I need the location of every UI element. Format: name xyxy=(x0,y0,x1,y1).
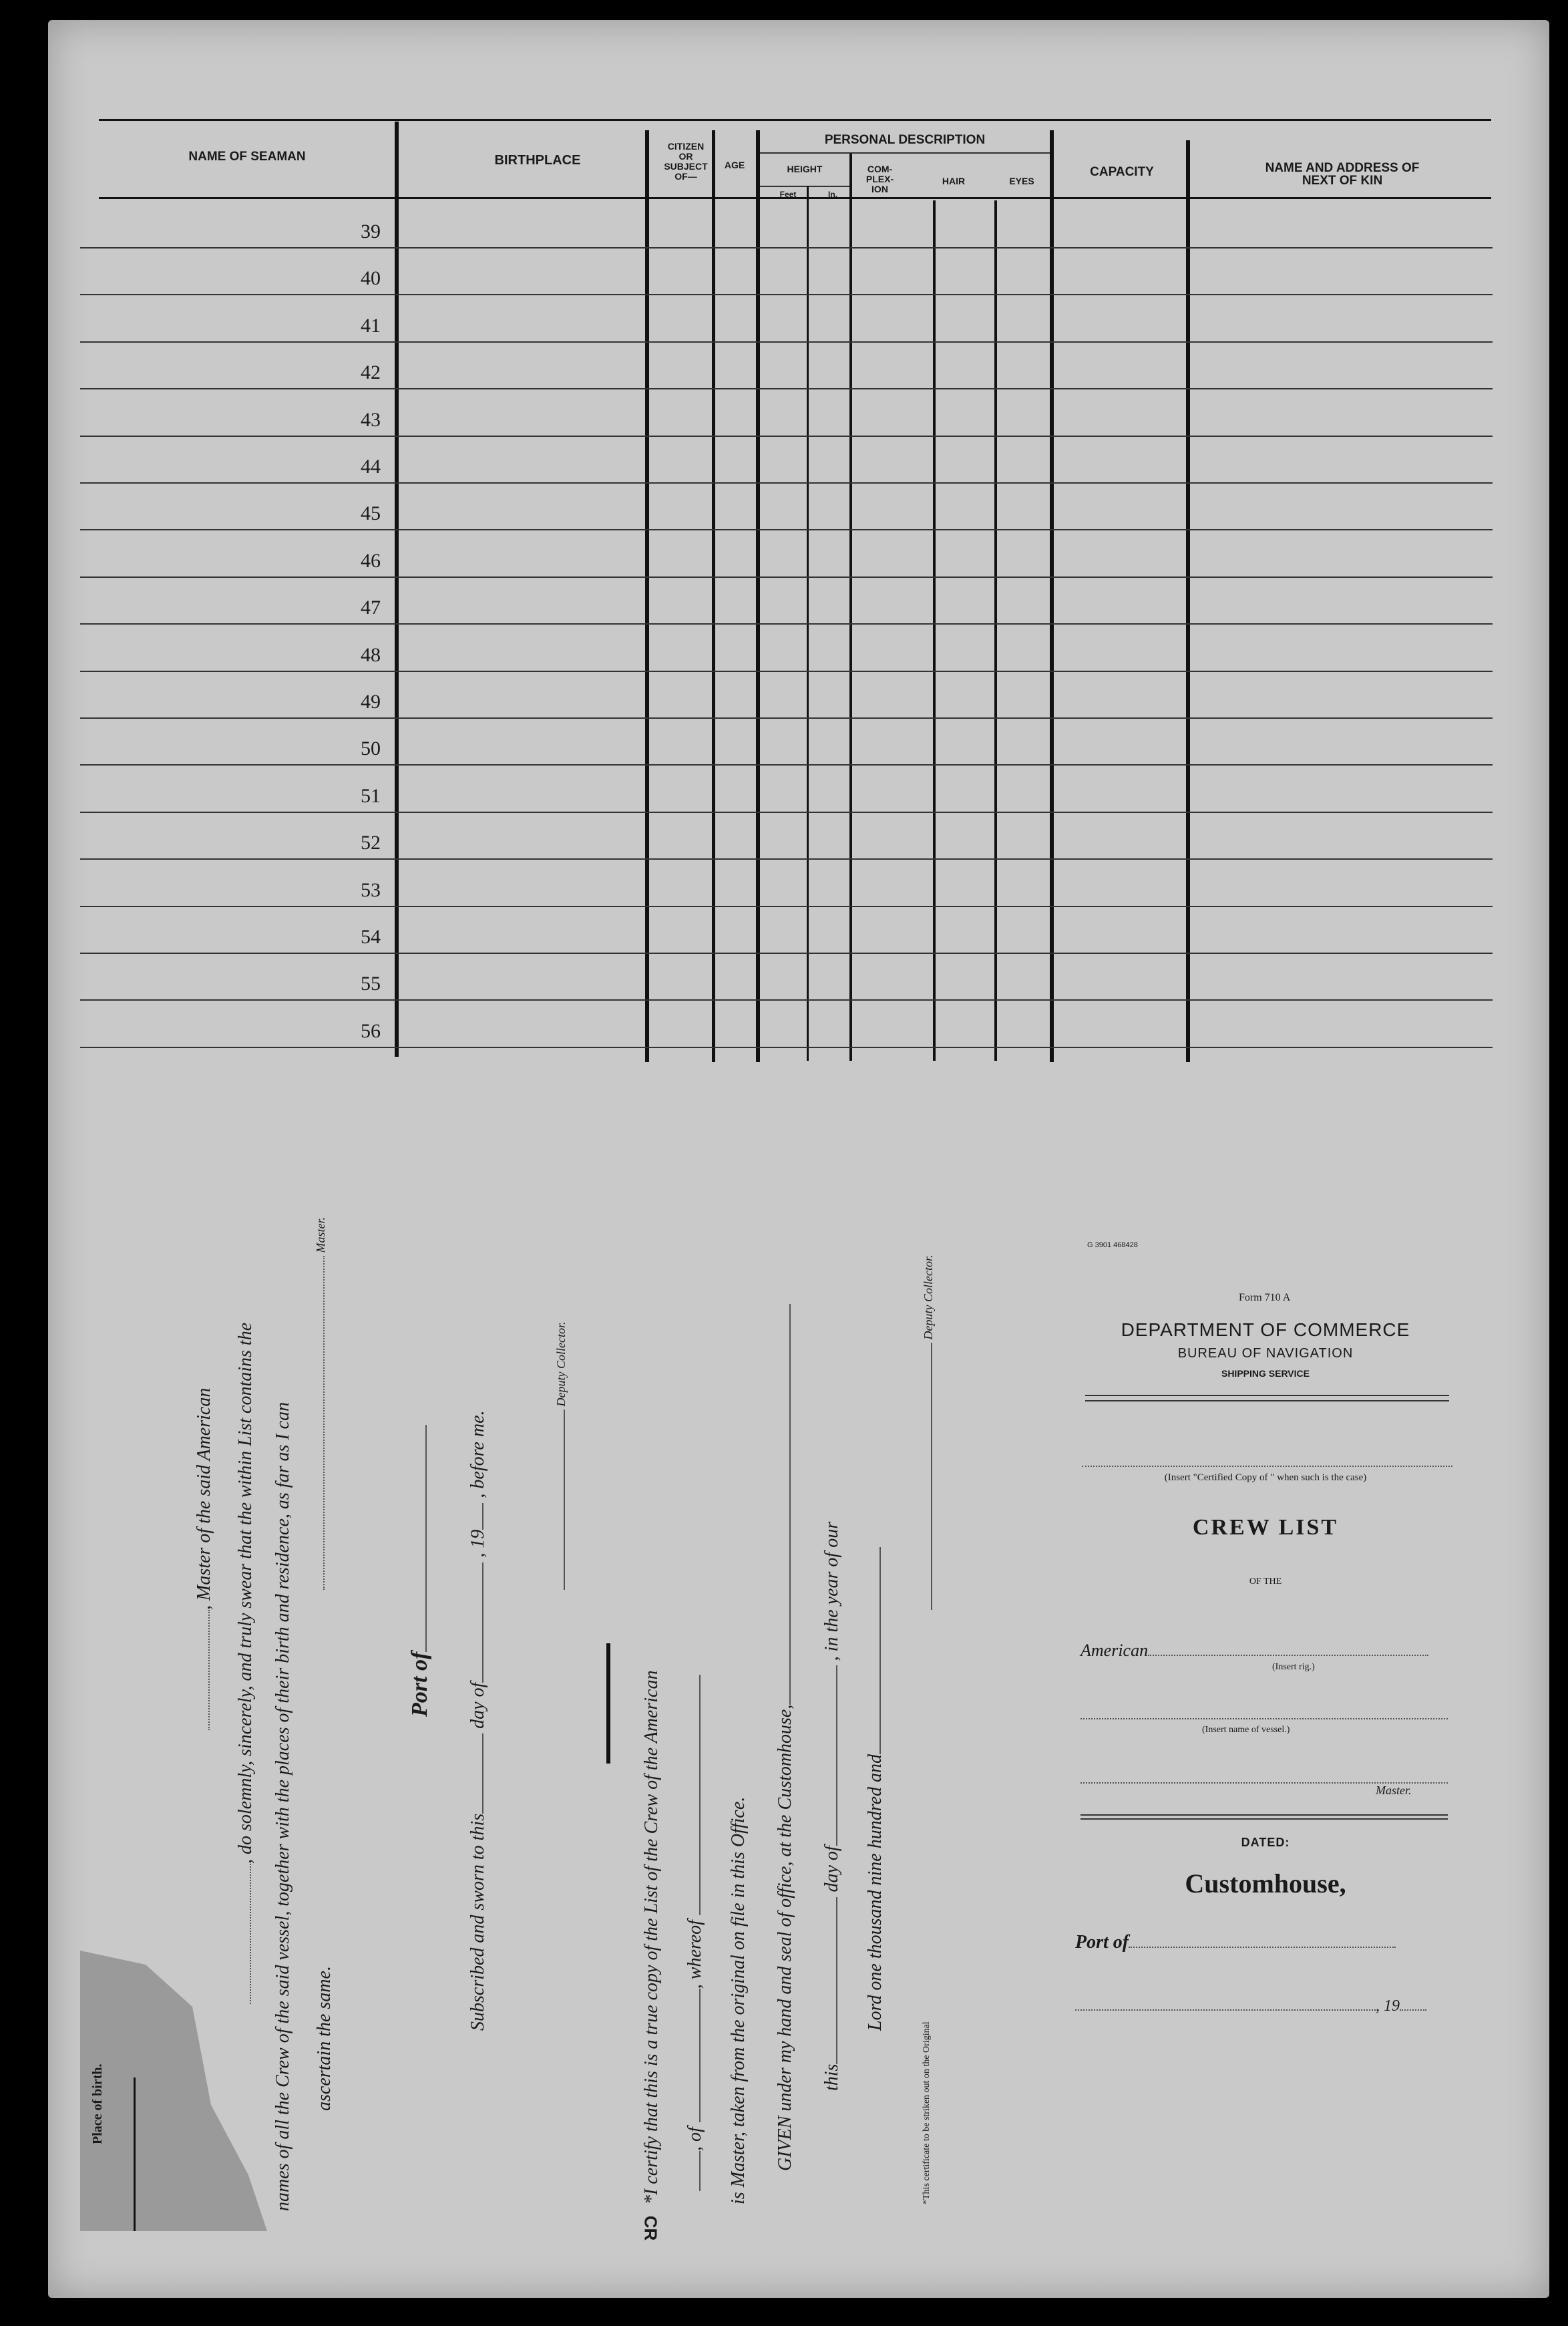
row-number: 55 xyxy=(361,973,381,995)
dept-rule xyxy=(1085,1395,1449,1396)
table-row xyxy=(80,529,1493,530)
table-row xyxy=(80,388,1493,389)
row-number: 44 xyxy=(361,456,381,478)
row-number: 51 xyxy=(361,784,381,807)
certificate-line-1: *I certify that this is a true copy of the List of the Crew of the American xyxy=(641,1670,662,2204)
header-inches: In. xyxy=(828,190,837,199)
table-row xyxy=(80,436,1493,437)
header-height: HEIGHT xyxy=(787,164,823,174)
table-row xyxy=(80,341,1493,343)
table-row xyxy=(80,576,1493,578)
table-top-border xyxy=(99,119,1491,121)
certificate-line-4: GIVEN under my hand and seal of office, at the Customhouse, xyxy=(775,1304,796,2171)
oath-line-3: names of all the Crew of the said vessel, together with the places of their birth and residence, as far as I can xyxy=(272,1401,293,2211)
row-number: 49 xyxy=(361,691,381,713)
row-number: 52 xyxy=(361,832,381,854)
print-code: G 3901 468428 xyxy=(1087,1241,1138,1249)
oath-subscribed: Subscribed and sworn to this day of , 19 , before me. xyxy=(467,1410,488,2031)
row-number: 48 xyxy=(361,643,381,666)
row-number: 46 xyxy=(361,549,381,572)
row-number: 53 xyxy=(361,878,381,901)
row-number: 47 xyxy=(361,597,381,619)
oath-line-2: , do solemnly, sincerely, and truly swear that the within List contains the xyxy=(235,1323,256,2004)
header-feet: Feet xyxy=(779,190,797,199)
table-row xyxy=(80,482,1493,484)
master-label: Master. xyxy=(1376,1784,1412,1797)
place-of-birth-label: Place of birth. xyxy=(90,2063,105,2144)
row-number: 39 xyxy=(361,220,381,242)
header-name-of-seaman: NAME OF SEAMAN xyxy=(188,150,306,164)
certificate-line-5: this day of , in the year of our xyxy=(821,1521,842,2091)
dept-rule xyxy=(1085,1400,1449,1401)
certificate-line-2: , of , whereof xyxy=(684,1675,706,2191)
insert-certified-note: (Insert "Certified Copy of " when such is the case) xyxy=(1164,1472,1367,1483)
table-row xyxy=(80,764,1493,766)
bureau-title: BUREAU OF NAVIGATION xyxy=(1177,1346,1354,1361)
oath-port-of: Port of xyxy=(407,1425,433,1717)
header-complexion: COM- PLEX- ION xyxy=(865,164,894,194)
row-number: 45 xyxy=(361,502,381,525)
department-title: DEPARTMENT OF COMMERCE xyxy=(1121,1319,1410,1340)
table-row xyxy=(80,999,1493,1001)
certificate-line-6: Lord one thousand nine hundred and xyxy=(865,1547,886,2031)
master-rule xyxy=(1081,1818,1448,1820)
header-capacity: CAPACITY xyxy=(1090,165,1154,179)
row-number: 56 xyxy=(361,1019,381,1042)
oath-line-4: ascertain the same. xyxy=(314,1966,335,2111)
row-number: 42 xyxy=(361,361,381,384)
oath-master-signature: Master. xyxy=(314,1217,328,1590)
col-divider xyxy=(712,130,715,1062)
table-row xyxy=(80,858,1493,860)
table-row xyxy=(80,812,1493,813)
cr-stamp: CR xyxy=(640,2215,661,2241)
crew-table xyxy=(0,0,1568,1069)
header-birthplace: BIRTHPLACE xyxy=(494,153,581,168)
dated-label: DATED: xyxy=(1241,1836,1290,1849)
of-the-label: OF THE xyxy=(1249,1576,1282,1587)
row-number: 41 xyxy=(361,314,381,337)
table-row xyxy=(80,717,1493,719)
oath-deputy-collector: Deputy Collector. xyxy=(554,1322,568,1590)
insert-name-note: (Insert name of vessel.) xyxy=(1202,1725,1290,1735)
col-divider xyxy=(395,122,399,1057)
col-divider xyxy=(994,200,997,1061)
customhouse-label: Customhouse, xyxy=(1185,1868,1346,1898)
header-hair: HAIR xyxy=(942,176,966,186)
row-number: 43 xyxy=(361,408,381,431)
form-number: Form 710 A xyxy=(1239,1292,1291,1303)
header-personal-description: PERSONAL DESCRIPTION xyxy=(824,133,986,147)
table-row xyxy=(80,1047,1493,1048)
table-row xyxy=(80,294,1493,295)
header-citizen: CITIZEN OR SUBJECT OF— xyxy=(664,141,708,182)
vessel-name-line xyxy=(1081,1718,1448,1719)
col-divider xyxy=(756,130,760,1062)
american-rig-field: American xyxy=(1081,1641,1428,1661)
oath-line-1: , Master of the said American xyxy=(194,1388,215,1730)
port-of-field: Port of xyxy=(1075,1932,1396,1953)
row-number: 54 xyxy=(361,926,381,948)
col-divider xyxy=(1186,140,1190,1062)
section-divider xyxy=(606,1643,610,1764)
certificate-footnote: *This certificate to be striken out on the Original xyxy=(922,2021,932,2204)
date-field: , 19 xyxy=(1075,1997,1426,2015)
col-divider xyxy=(849,154,852,1061)
row-number: 40 xyxy=(361,267,381,290)
crew-list-title: CREW LIST xyxy=(1192,1515,1339,1540)
certificate-line-3: is Master, taken from the original on file in this Office. xyxy=(728,1796,749,2204)
insert-rig-note: (Insert rig.) xyxy=(1272,1662,1315,1672)
master-rule xyxy=(1081,1814,1448,1816)
col-divider xyxy=(1050,130,1054,1062)
service-title: SHIPPING SERVICE xyxy=(1221,1368,1310,1379)
certificate-deputy-collector: Deputy Collector. xyxy=(922,1255,936,1610)
table-row xyxy=(80,953,1493,954)
table-row xyxy=(80,671,1493,672)
table-row xyxy=(80,906,1493,907)
table-row xyxy=(80,247,1493,248)
personal-desc-rule xyxy=(760,152,1050,154)
height-rule xyxy=(760,186,849,187)
col-divider xyxy=(933,200,936,1061)
table-row xyxy=(80,623,1493,625)
margin-rule xyxy=(134,2078,136,2231)
col-divider xyxy=(645,130,649,1062)
certified-copy-line xyxy=(1082,1466,1452,1467)
row-number: 50 xyxy=(361,737,381,760)
header-next-of-kin: NAME AND ADDRESS OF NEXT OF KIN xyxy=(1265,161,1420,188)
header-eyes: EYES xyxy=(1009,176,1034,186)
header-age: AGE xyxy=(724,160,745,170)
